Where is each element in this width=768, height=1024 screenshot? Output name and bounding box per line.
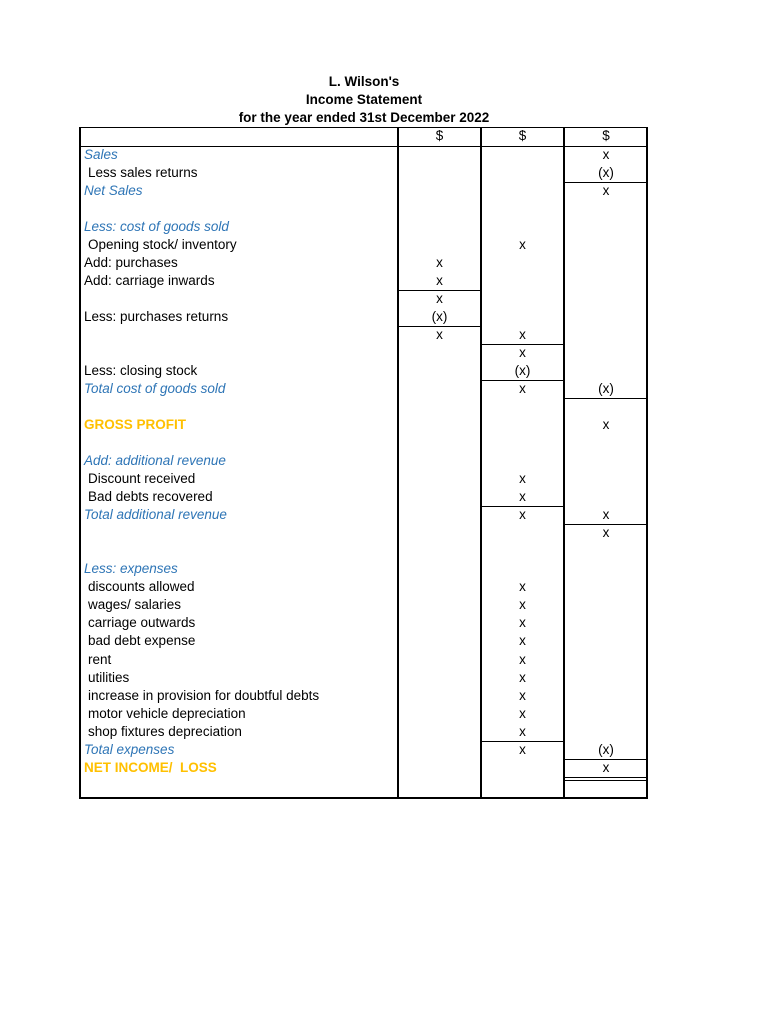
- total-cogs-label: Total cost of goods sold: [84, 381, 226, 396]
- expense-value: x: [519, 688, 526, 703]
- purchases-value: x: [436, 255, 443, 270]
- total-additional-revenue-value: x: [519, 507, 526, 522]
- expense-label: increase in provision for doubtful debts: [88, 688, 320, 703]
- expense-value: x: [519, 579, 526, 594]
- cogs-heading: Less: cost of goods sold: [84, 219, 229, 234]
- expense-label: discounts allowed: [88, 579, 195, 594]
- carriage-inwards-value: x: [436, 273, 443, 288]
- rule-gross-profit: [565, 398, 647, 399]
- total-expenses-carried: (x): [598, 742, 614, 757]
- expense-value: x: [519, 615, 526, 630]
- expense-label: utilities: [88, 670, 130, 685]
- rule-net-income-bottom-2: [565, 780, 647, 781]
- expense-label: rent: [88, 652, 112, 667]
- expense-label: shop fixtures depreciation: [88, 724, 242, 739]
- total-additional-revenue-carried: x: [602, 507, 610, 522]
- column-header: $: [435, 128, 444, 143]
- rule-net-income-bottom-1: [565, 777, 647, 778]
- company-name: L. Wilson's: [328, 74, 400, 89]
- table-left-border: [79, 127, 81, 799]
- column-header: $: [518, 128, 527, 143]
- sales-returns-value: (x): [598, 165, 614, 180]
- expense-value: x: [519, 724, 526, 739]
- expense-value: x: [519, 706, 526, 721]
- purchases-label: Add: purchases: [84, 255, 178, 270]
- bad-debts-recovered-label: Bad debts recovered: [88, 489, 213, 504]
- purchases-returns-label: Less: purchases returns: [84, 309, 229, 324]
- expense-value: x: [519, 670, 526, 685]
- total-cogs-carried: (x): [598, 381, 614, 396]
- net-income-value: x: [602, 760, 610, 775]
- net-purchases-value: x: [436, 327, 443, 342]
- total-cogs-value: x: [519, 381, 526, 396]
- gross-profit-value: x: [602, 417, 610, 432]
- expense-label: carriage outwards: [88, 615, 196, 630]
- discount-received-label: Discount received: [88, 471, 196, 486]
- subtotal-2-value: x: [519, 345, 526, 360]
- net-sales-label: Net Sales: [84, 183, 143, 198]
- carriage-inwards-label: Add: carriage inwards: [84, 273, 215, 288]
- expense-value: x: [519, 597, 526, 612]
- col-divider-3: [563, 127, 565, 799]
- expense-value: x: [519, 652, 526, 667]
- expense-label: motor vehicle depreciation: [88, 706, 246, 721]
- total-expenses-value: x: [519, 742, 526, 757]
- expense-label: bad debt expense: [88, 633, 196, 648]
- table-right-border: [646, 127, 648, 799]
- closing-stock-value: (x): [514, 363, 531, 378]
- sales-value: x: [602, 147, 610, 162]
- total-expenses-label: Total expenses: [84, 742, 175, 757]
- total-additional-revenue-label: Total additional revenue: [84, 507, 227, 522]
- closing-stock-label: Less: closing stock: [84, 363, 198, 378]
- col-divider-1: [397, 127, 399, 799]
- gross-profit-label: GROSS PROFIT: [84, 417, 187, 432]
- expense-value: x: [519, 633, 526, 648]
- expense-label: wages/ salaries: [88, 597, 182, 612]
- discount-received-value: x: [519, 471, 526, 486]
- sales-label: Sales: [84, 147, 118, 162]
- bad-debts-recovered-value: x: [519, 489, 526, 504]
- statement-title: Income Statement: [305, 92, 423, 107]
- subtotal-1-value: x: [436, 291, 443, 306]
- column-header: $: [602, 128, 610, 143]
- net-sales-value: x: [602, 183, 610, 198]
- sales-returns-label: Less sales returns: [88, 165, 198, 180]
- opening-stock-label: Opening stock/ inventory: [88, 237, 237, 252]
- net-income-label: NET INCOME/ LOSS: [84, 760, 217, 775]
- additional-revenue-heading: Add: additional revenue: [84, 453, 226, 468]
- expenses-heading: Less: expenses: [84, 561, 178, 576]
- statement-period: for the year ended 31st December 2022: [238, 110, 490, 125]
- opening-stock-value: x: [519, 237, 526, 252]
- subtotal-3-value: x: [602, 525, 610, 540]
- purchases-returns-value: (x): [431, 309, 448, 324]
- net-purchases-carried: x: [519, 327, 526, 342]
